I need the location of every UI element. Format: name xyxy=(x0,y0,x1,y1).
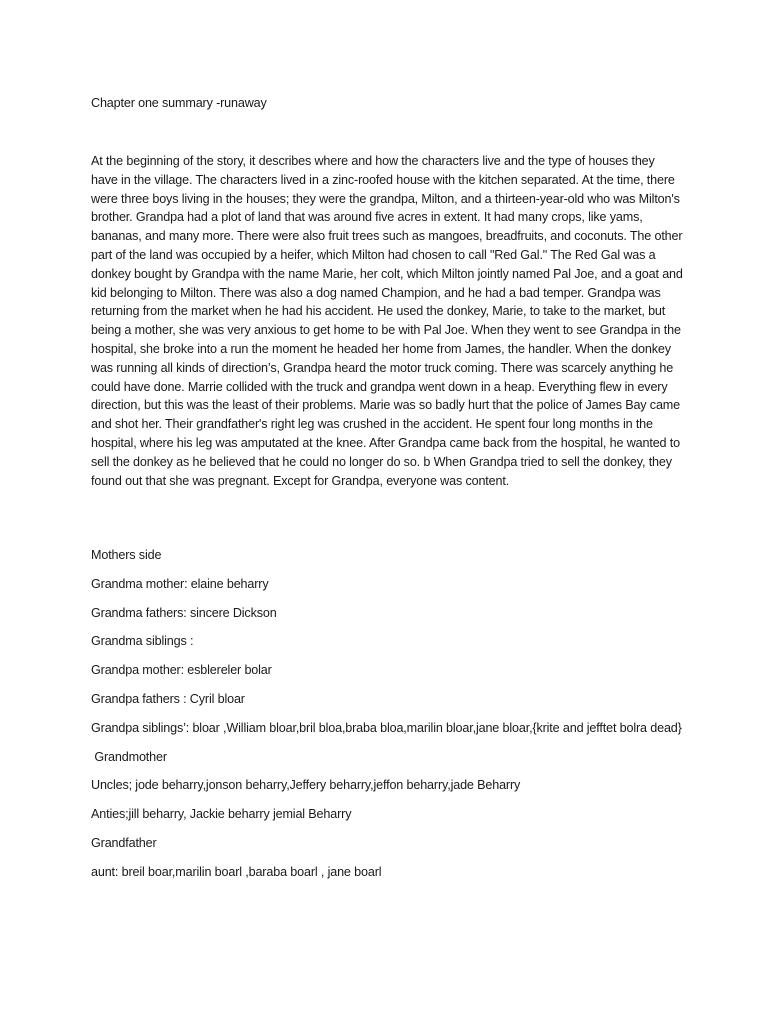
grandmother-heading: Grandmother xyxy=(91,749,167,764)
summary-paragraph: At the beginning of the story, it describes where and how the characters live and the type of houses they have in the village. The characters lived in a zinc-roofed house with the kitchen separated. At the time, there were three boys living in the houses; they were the grandpa, Milton, and a thirteen-year-old who was Milton's brother. Grandpa had a plot of land that was around five acres in extent. It had many crops, like yams, bananas, and many more. There were also fruit trees such as mangoes, breadfruits, and coconuts. The other part of the land was occupied by a heifer, which Milton had chosen to call "Red Gal." The Red Gal was a donkey bought by Grandpa with the name Marie, her colt, which Milton jointly named Pal Joe, and a goat and kid belonging to Milton. There was also a dog named Champion, and he had a bad temper. Grandpa was returning from the market when he had his accident. He used the donkey, Marie, to take to the market, but being a mother, she was very anxious to get home to be with Pal Joe. When they went to see Grandpa in the hospital, she broke into a run the moment he headed her home from James, the handler. When the donkey was running all kinds of direction’s, Grandpa heard the motor truck coming. There was scarcely anything he could have done. Marrie collided with the truck and grandpa went down in a heap. Everything flew in every direction, but this was the least of their problems. Marie was so badly hurt that the police of James Bay came and shot her. Their grandfather's right leg was crushed in the accident. He spent four long months in the hospital, where his leg was amputated at the knee. After Grandpa came back from the hospital, he wanted to sell the donkey as he believed that he could no longer do so. b When Grandpa tried to sell the donkey, they found out that she was pregnant. Except for Grandpa, everyone was content. xyxy=(91,154,683,488)
grandpa-fathers-line: Grandpa fathers : Cyril bloar xyxy=(91,691,245,706)
grandpa-siblings-line: Grandpa siblings’: bloar ,William bloar,bril bloa,braba bloa,marilin bloar,jane bloar,{krite and jefftet bolra dead} xyxy=(91,720,682,735)
grandpa-mother-line: Grandpa mother: esblereler bolar xyxy=(91,663,272,678)
grandfather-heading: Grandfather xyxy=(91,835,157,850)
mothers-side-heading: Mothers side xyxy=(91,548,162,562)
grandma-siblings-line: Grandma siblings : xyxy=(91,634,194,649)
chapter-title: Chapter one summary -runaway xyxy=(91,96,267,110)
family-notes xyxy=(91,546,683,892)
uncles-line: Uncles; jode beharry,jonson beharry,Jeffery beharry,jeffon beharry,jade Beharry xyxy=(91,778,521,793)
anties-line: Anties;jill beharry, Jackie beharry jemial Beharry xyxy=(91,807,352,822)
document-body xyxy=(91,94,683,879)
grandma-mother-line: Grandma mother: elaine beharry xyxy=(91,576,269,591)
grandma-fathers-line: Grandma fathers: sincere Dickson xyxy=(91,605,277,620)
aunt-line: aunt: breil boar,marilin boarl ,baraba boarl , jane boarl xyxy=(91,864,382,879)
